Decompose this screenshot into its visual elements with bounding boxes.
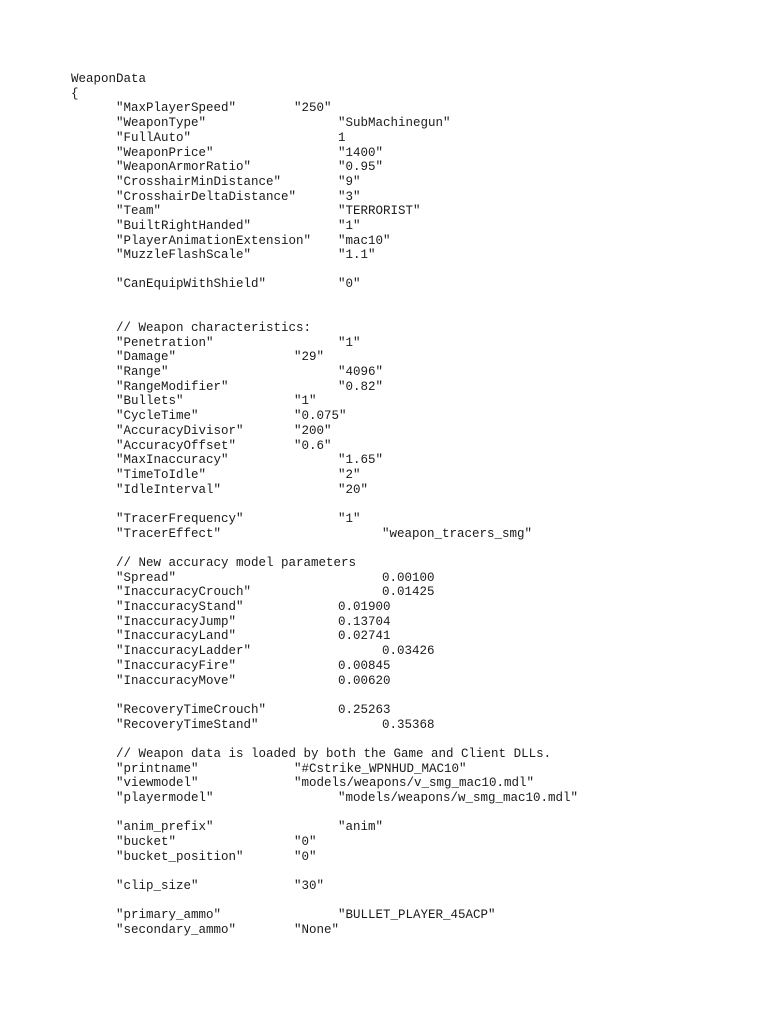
line-value: 0.02741 <box>338 629 391 643</box>
line-key: "anim_prefix" <box>116 820 214 834</box>
document-title: WeaponData <box>71 72 147 86</box>
comment-text: // New accuracy model parameters <box>116 556 357 570</box>
line-key: "RecoveryTimeStand" <box>116 718 259 732</box>
line-key: "CrosshairDeltaDistance" <box>116 190 297 204</box>
line-value: "#Cstrike_WPNHUD_MAC10" <box>294 762 467 776</box>
line-key: "MaxInaccuracy" <box>116 453 229 467</box>
line-value: "anim" <box>338 820 384 834</box>
line-value: "250" <box>294 101 332 115</box>
line-key: "InaccuracyCrouch" <box>116 585 252 599</box>
line-value: "1" <box>338 219 361 233</box>
line-value: 0.03426 <box>382 644 435 658</box>
line-key: "AccuracyDivisor" <box>116 424 244 438</box>
open-brace: { <box>71 87 79 101</box>
line-key: "InaccuracyLadder" <box>116 644 252 658</box>
line-value: "20" <box>338 483 369 497</box>
line-key: "printname" <box>116 762 199 776</box>
line-key: "InaccuracyStand" <box>116 600 244 614</box>
line-key: "clip_size" <box>116 879 199 893</box>
line-key: "Range" <box>116 365 169 379</box>
line-key: "WeaponArmorRatio" <box>116 160 252 174</box>
line-key: "secondary_ammo" <box>116 923 237 937</box>
line-value: "TERRORIST" <box>338 204 421 218</box>
line-key: "MaxPlayerSpeed" <box>116 101 237 115</box>
line-key: "RecoveryTimeCrouch" <box>116 703 267 717</box>
line-value: "None" <box>294 923 340 937</box>
line-value: "3" <box>338 190 361 204</box>
line-key: "Damage" <box>116 350 177 364</box>
line-value: 0.13704 <box>338 615 391 629</box>
line-key: "TracerEffect" <box>116 527 222 541</box>
line-value: "0" <box>338 277 361 291</box>
line-value: "29" <box>294 350 325 364</box>
line-key: "WeaponPrice" <box>116 146 214 160</box>
line-key: "Bullets" <box>116 394 184 408</box>
line-key: "InaccuracyJump" <box>116 615 237 629</box>
line-key: "bucket" <box>116 835 177 849</box>
line-key: "PlayerAnimationExtension" <box>116 234 312 248</box>
line-value: "30" <box>294 879 325 893</box>
line-value: "200" <box>294 424 332 438</box>
line-value: 0.00845 <box>338 659 391 673</box>
line-key: "MuzzleFlashScale" <box>116 248 252 262</box>
line-value: "0.6" <box>294 439 332 453</box>
line-value: "9" <box>338 175 361 189</box>
line-key: "InaccuracyLand" <box>116 629 237 643</box>
line-key: "CrosshairMinDistance" <box>116 175 282 189</box>
line-value: "1" <box>338 336 361 350</box>
line-key: "RangeModifier" <box>116 380 229 394</box>
line-key: "Penetration" <box>116 336 214 350</box>
line-key: "bucket_position" <box>116 850 244 864</box>
line-value: "models/weapons/w_smg_mac10.mdl" <box>338 791 579 805</box>
line-value: 0.01425 <box>382 585 435 599</box>
line-value: "1400" <box>338 146 384 160</box>
line-value: 0.25263 <box>338 703 391 717</box>
comment-text: // Weapon characteristics: <box>116 321 312 335</box>
line-value: "models/weapons/v_smg_mac10.mdl" <box>294 776 535 790</box>
line-value: "0.075" <box>294 409 347 423</box>
line-value: 0.35368 <box>382 718 435 732</box>
comment-text: // Weapon data is loaded by both the Game and Client DLLs. <box>116 747 552 761</box>
line-key: "InaccuracyFire" <box>116 659 237 673</box>
line-key: "WeaponType" <box>116 116 207 130</box>
line-value: "0" <box>294 850 317 864</box>
line-key: "Team" <box>116 204 162 218</box>
line-value: "1" <box>294 394 317 408</box>
line-key: "primary_ammo" <box>116 908 222 922</box>
line-value: "mac10" <box>338 234 391 248</box>
line-key: "TracerFrequency" <box>116 512 244 526</box>
line-value: 0.00620 <box>338 674 391 688</box>
line-value: 0.00100 <box>382 571 435 585</box>
line-value: 1 <box>338 131 346 145</box>
line-key: "Spread" <box>116 571 177 585</box>
line-value: 0.01900 <box>338 600 391 614</box>
line-value: "0.95" <box>338 160 384 174</box>
line-value: "0" <box>294 835 317 849</box>
line-key: "InaccuracyMove" <box>116 674 237 688</box>
line-key: "CycleTime" <box>116 409 199 423</box>
line-value: "1.65" <box>338 453 384 467</box>
line-key: "CanEquipWithShield" <box>116 277 267 291</box>
line-value: "1" <box>338 512 361 526</box>
line-key: "TimeToIdle" <box>116 468 207 482</box>
line-value: "2" <box>338 468 361 482</box>
line-value: "1.1" <box>338 248 376 262</box>
line-value: "SubMachinegun" <box>338 116 451 130</box>
line-key: "playermodel" <box>116 791 214 805</box>
line-value: "0.82" <box>338 380 384 394</box>
line-key: "AccuracyOffset" <box>116 439 237 453</box>
line-value: "weapon_tracers_smg" <box>382 527 533 541</box>
line-key: "IdleInterval" <box>116 483 222 497</box>
line-value: "4096" <box>338 365 384 379</box>
line-key: "FullAuto" <box>116 131 192 145</box>
line-value: "BULLET_PLAYER_45ACP" <box>338 908 496 922</box>
line-key: "viewmodel" <box>116 776 199 790</box>
line-key: "BuiltRightHanded" <box>116 219 252 233</box>
